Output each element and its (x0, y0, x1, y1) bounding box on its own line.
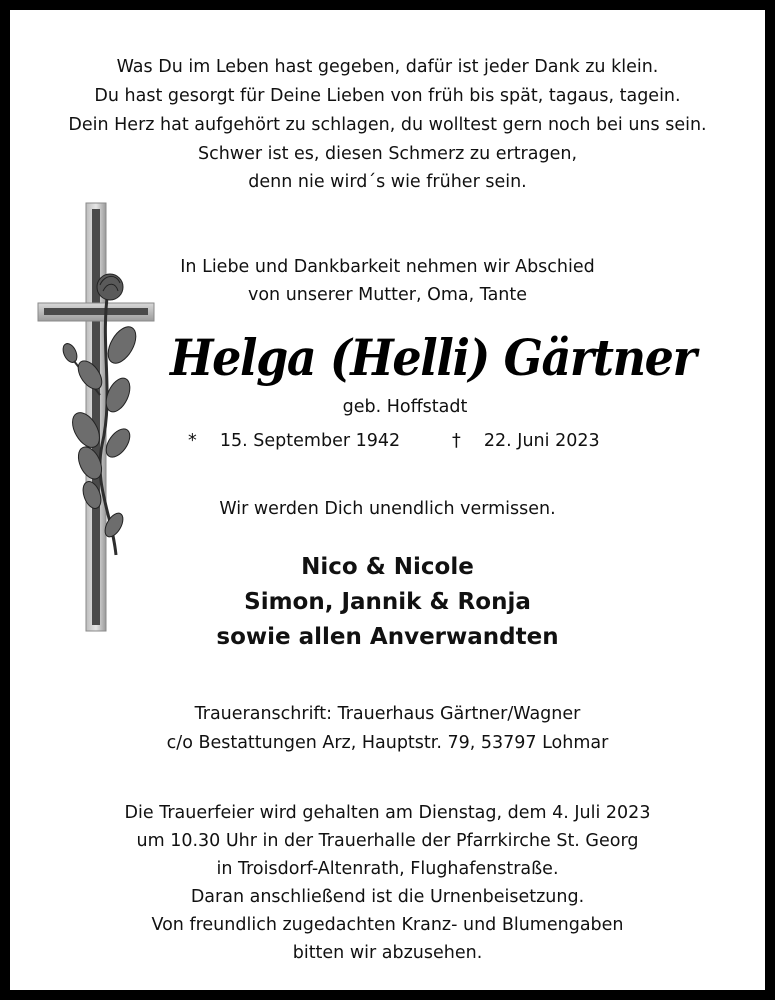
ceremony-line-1: Die Trauerfeier wird gehalten am Dienstag, dem 4. Juli 2023 (124, 803, 651, 823)
address-line-2: c/o Bestattungen Arz, Hauptstr. 79, 53797 Lohmar (166, 733, 609, 753)
death-date: 22. Juni 2023 (483, 431, 600, 451)
birth-date-group (188, 426, 400, 456)
ceremony-line-2: um 10.30 Uhr in der Trauerhalle der Pfarrkirche St. Georg (136, 831, 639, 851)
birth-name: geb. Hoffstadt (342, 397, 468, 417)
poem-line-4: Schwer ist es, diesen Schmerz zu ertragen, (197, 144, 578, 164)
family-line-1: Nico & Nicole (301, 554, 474, 580)
family-line-3: sowie allen Anverwandten (216, 624, 559, 650)
ceremony-line-5: Von freundlich zugedachten Kranz- und Blumengaben (151, 915, 624, 935)
death-date-group (452, 426, 600, 456)
poem-line-5: denn nie wird´s wie früher sein. (248, 172, 527, 192)
deceased-name: Helga (Helli) Gärtner (170, 328, 696, 387)
address-line-1: Traueranschrift: Trauerhaus Gärtner/Wagner (194, 704, 581, 724)
birth-date: 15. September 1942 (219, 431, 401, 451)
poem-line-2: Du hast gesorgt für Deine Lieben von früh bis spät, tagaus, tagein. (94, 86, 681, 106)
intro-line-1: In Liebe und Dankbarkeit nehmen wir Abschied (180, 257, 595, 277)
ceremony-line-4: Daran anschließend ist die Urnenbeisetzung. (190, 887, 585, 907)
intro-line-2: von unserer Mutter, Oma, Tante (247, 285, 528, 305)
farewell-text: Wir werden Dich unendlich vermissen. (219, 499, 556, 519)
ceremony-line-6: bitten wir abzusehen. (292, 943, 483, 963)
family-line-2: Simon, Jannik & Ronja (244, 589, 531, 615)
poem-line-3: Dein Herz hat aufgehört zu schlagen, du wolltest gern noch bei uns sein. (68, 115, 707, 135)
death-cross-icon: † (452, 431, 461, 451)
ceremony-line-3: in Troisdorf-Altenrath, Flughafenstraße. (216, 859, 559, 879)
poem-line-1: Was Du im Leben hast gegeben, dafür ist jeder Dank zu klein. (116, 57, 659, 77)
birth-star-icon: * (188, 431, 197, 451)
